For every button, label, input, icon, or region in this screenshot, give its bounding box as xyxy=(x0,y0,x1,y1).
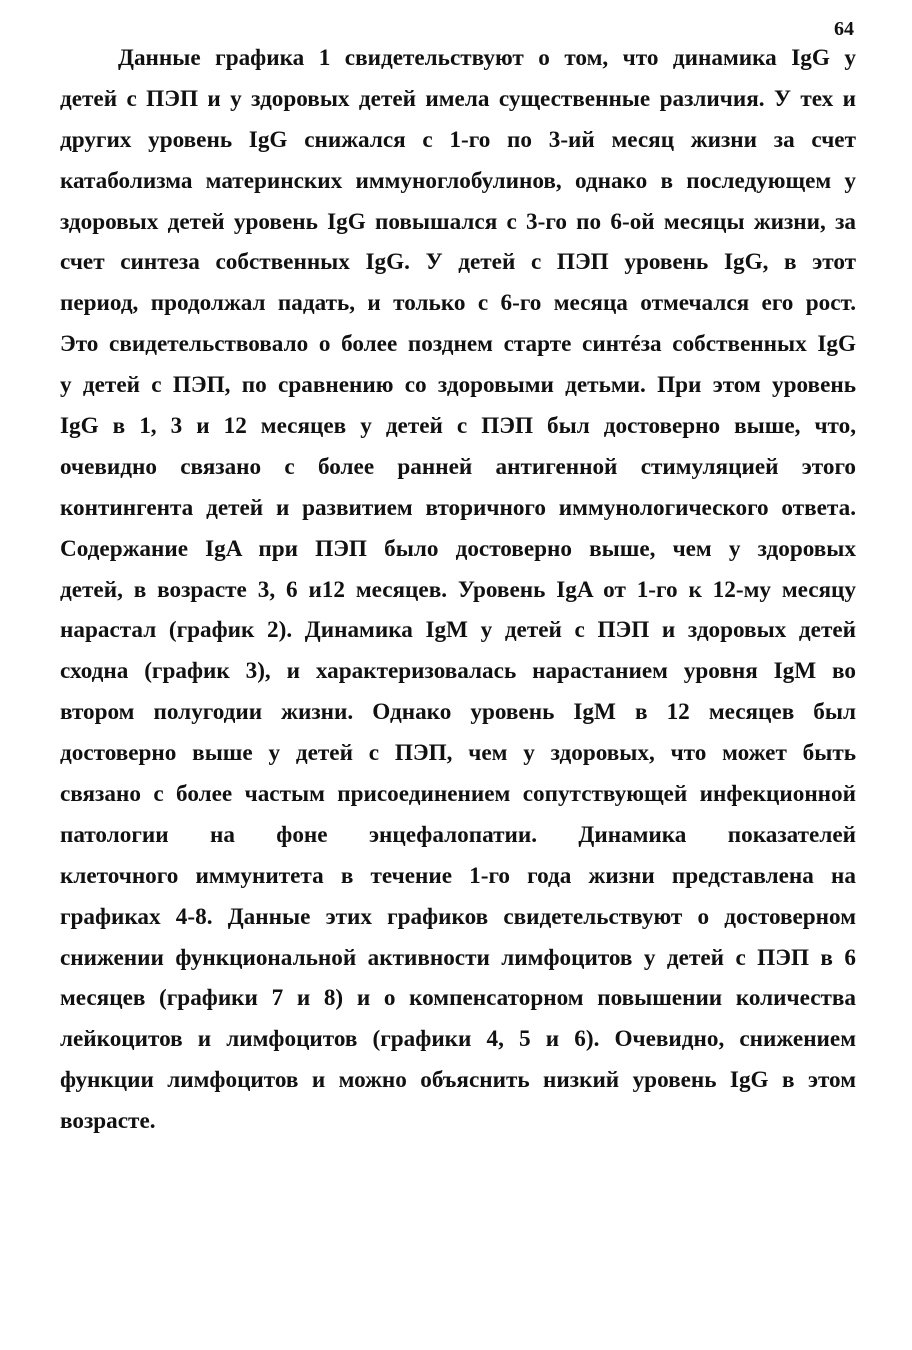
text-line: достоверно выше у детей с ПЭП, чем у здоровых, что может быть xyxy=(60,740,856,767)
text-line: Это свидетельствовало о более позднем старте синтéза собственных IgG xyxy=(60,331,856,358)
text-line: катаболизма материнских иммуноглобулинов, однако в последующем у xyxy=(60,167,856,194)
text-line: сходна (график 3), и характеризовалась нарастанием уровня IgM во xyxy=(60,658,856,685)
text-line: других уровень IgG снижался с 1-го по 3-ий месяц жизни за счет xyxy=(60,126,856,153)
text-line: IgG в 1, 3 и 12 месяцев у детей с ПЭП был достоверно выше, что, xyxy=(60,413,856,440)
text-line: счет синтеза собственных IgG. У детей с ПЭП уровень IgG, в этот xyxy=(60,249,856,276)
page-number: 64 xyxy=(834,18,854,40)
text-line: нарастал (график 2). Динамика IgM у детей с ПЭП и здоровых детей xyxy=(60,617,856,644)
text-line: графиках 4-8. Данные этих графиков свидетельствуют о достоверном xyxy=(60,903,856,930)
text-line: снижении функциональной активности лимфоцитов у детей с ПЭП в 6 xyxy=(60,944,856,971)
text-line: патологии на фоне энцефалопатии. Динамика показателей xyxy=(60,821,856,848)
text-line: детей с ПЭП и у здоровых детей имела существенные различия. У тех и xyxy=(60,85,856,112)
text-line: очевидно связано с более ранней антигенной стимуляцией этого xyxy=(60,453,856,480)
text-line: у детей с ПЭП, по сравнению со здоровыми детьми. При этом уровень xyxy=(60,372,856,399)
text-line: втором полугодии жизни. Однако уровень IgM в 12 месяцев был xyxy=(60,699,856,726)
text-line: период, продолжал падать, и только с 6-го месяца отмечался его рост. xyxy=(60,290,856,317)
text-line: контингента детей и развитием вторичного иммунологического ответа. xyxy=(60,494,856,521)
text-line: месяцев (графики 7 и 8) и о компенсаторном повышении количества xyxy=(60,985,856,1012)
text-line: возрасте. xyxy=(60,1108,156,1135)
text-line: связано с более частым присоединением сопутствующей инфекционной xyxy=(60,781,856,808)
text-line: детей, в возрасте 3, 6 и12 месяцев. Уровень IgA от 1-го к 12-му месяцу xyxy=(60,576,856,603)
text-line: функции лимфоцитов и можно объяснить низкий уровень IgG в этом xyxy=(60,1067,856,1094)
text-line: Содержание IgA при ПЭП было достоверно выше, чем у здоровых xyxy=(60,535,856,562)
text-line: лейкоцитов и лимфоцитов (графики 4, 5 и 6). Очевидно, снижением xyxy=(60,1026,856,1053)
body-paragraph xyxy=(60,38,856,1142)
text-line: здоровых детей уровень IgG повышался с 3-го по 6-ой месяцы жизни, за xyxy=(60,208,856,235)
text-line: клеточного иммунитета в течение 1-го года жизни представлена на xyxy=(60,862,856,889)
text-line: Данные графика 1 свидетельствуют о том, что динамика IgG у xyxy=(118,45,856,71)
